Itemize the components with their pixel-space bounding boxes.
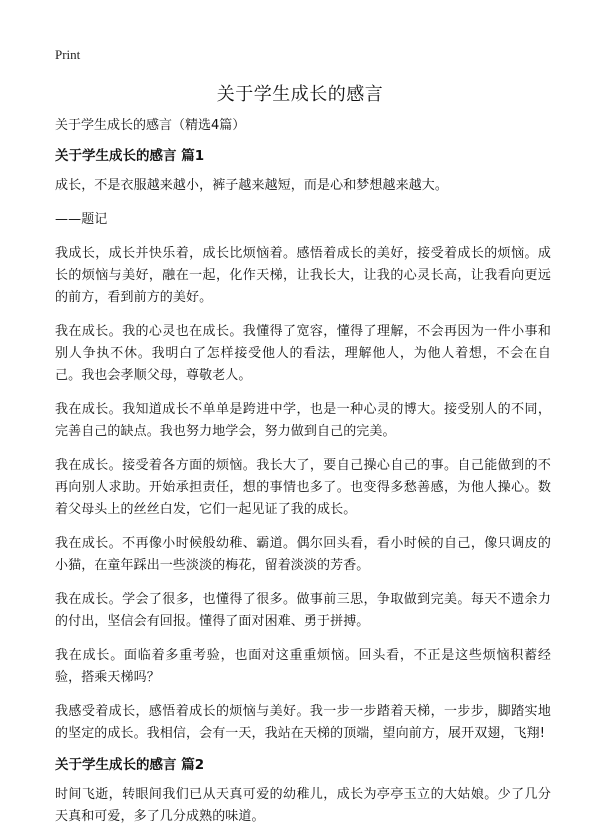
paragraph: 我在成长。接受着各方面的烦恼。我长大了，要自己操心自己的事。自己能做到的不再向别人求助。开始承担责任，想的事情也多了。也变得多愁善感，为他人操心。数着父母头上的丝丝白发，它们一起见证了我的成长。 [55, 458, 551, 517]
paragraph: 我在成长。面临着多重考验，也面对这重重烦恼。回头看，不正是这些烦恼积蓄经验，搭乘天梯吗？ [55, 648, 551, 685]
paragraph: 时间飞逝，转眼间我们已从天真可爱的幼稚儿，成长为亭亭玉立的大姑娘。少了几分天真和可爱，多了几分成熟的味道。 [55, 787, 551, 824]
paragraph: 我成长，成长并快乐着，成长比烦恼着。感悟着成长的美好，接受着成长的烦恼。成长的烦恼与美好，融在一起，化作天梯，让我长大，让我的心灵长高，让我看向更远的前方，看到前方的美好。 [55, 246, 551, 305]
paragraph: 我在成长。我的心灵也在成长。我懂得了宽容，懂得了理解，不会再因为一件小事和别人争执不休。我明白了怎样接受他人的看法，理解他人，为他人着想，不会在自己。我也会孝顺父母，尊敬老人。 [55, 324, 551, 383]
section-heading: 关于学生成长的感言 篇2 [55, 757, 205, 773]
epigraph-attribution: ——题记 [55, 212, 108, 227]
paragraph: 我在成长。不再像小时候般幼稚、霸道。偶尔回头看，看小时候的自己，像只调皮的小猫，在童年踩出一些淡淡的梅花，留着淡淡的芳香。 [55, 536, 551, 573]
page-title: 关于学生成长的感言 [216, 84, 384, 105]
paragraph: 成长，不是衣服越来越小，裤子越来越短，而是心和梦想越来越大。 [55, 178, 449, 193]
print-link[interactable]: Print [55, 47, 81, 62]
section-2 [55, 755, 551, 828]
paragraph: 我在成长。我知道成长不单单是跨进中学，也是一种心灵的博大。接受别人的不同，完善自己的缺点。我也努力地学会，努力做到自己的完美。 [55, 402, 551, 439]
document-subtitle: 关于学生成长的感言（精选4篇） [55, 118, 246, 133]
section-heading: 关于学生成长的感言 篇1 [55, 148, 205, 164]
document-body [55, 116, 551, 840]
paragraph: 我感受着成长，感悟着成长的烦恼与美好。我一步一步踏着天梯，一步步，脚踏实地的坚定的成长。我相信，会有一天，我站在天梯的顶端，望向前方，展开双翅，飞翔! [55, 704, 551, 741]
paragraph: 我在成长。学会了很多，也懂得了很多。做事前三思，争取做到完美。每天不遗余力的付出，坚信会有回报。懂得了面对困难、勇于拼搏。 [55, 592, 551, 629]
section-1 [55, 146, 551, 745]
